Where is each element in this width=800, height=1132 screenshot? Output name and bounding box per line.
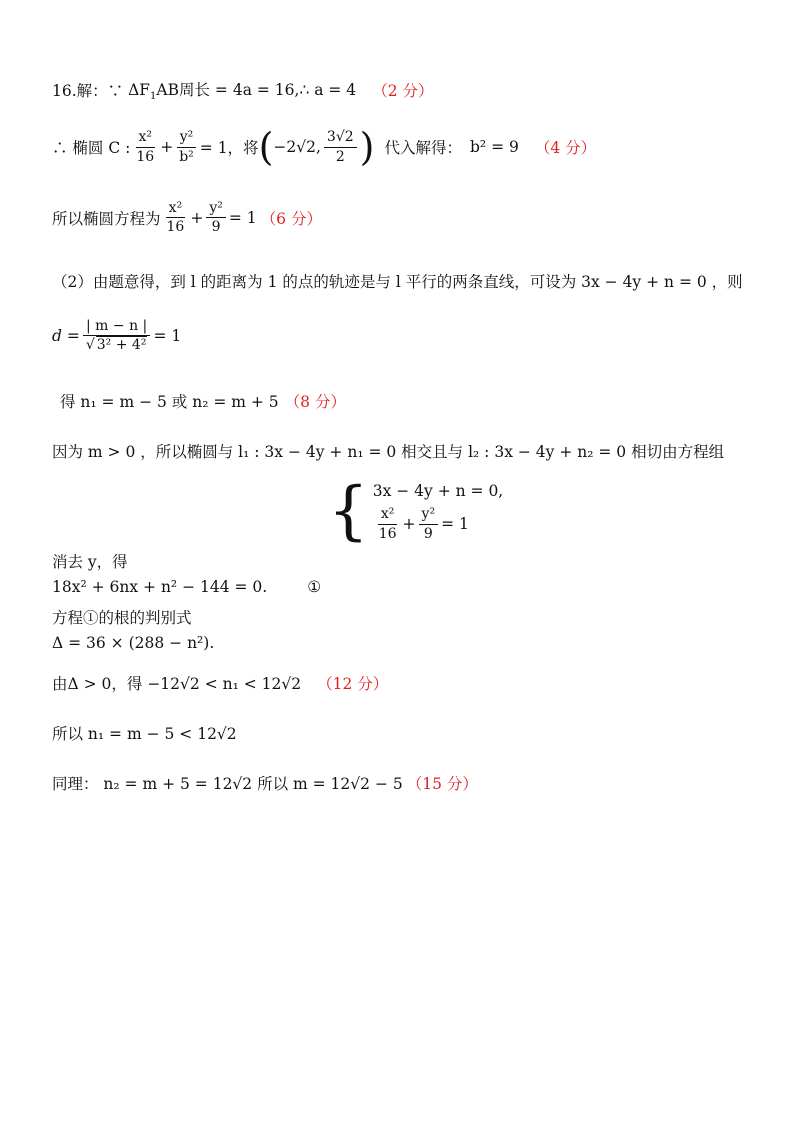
distance-eq: = 1 xyxy=(153,326,182,345)
score-15: （15 分） xyxy=(406,775,478,793)
fraction-point-y: $\frac{3√2}{2}$ xyxy=(324,129,357,164)
triangle-text: $\Delta F_1AB$周长 = 4a = 16,∴ a = 4 xyxy=(128,81,357,103)
fraction-distance: $\frac{| m - n |}{\text{√ 3² + 4²}}$ xyxy=(83,318,151,353)
range-text: 由Δ > 0，得 −12√2 < n₁ < 12√2 xyxy=(52,675,302,693)
line-ellipse-eq xyxy=(52,200,322,235)
n1-bound-text: 所以 n₁ = m − 5 < 12√2 xyxy=(52,725,237,743)
quadratic-text: 18x² + 6nx + n² − 144 = 0. xyxy=(52,578,268,596)
line-because xyxy=(52,440,724,462)
distance-label: d = xyxy=(52,326,80,345)
line-part2 xyxy=(52,270,743,292)
fraction-x2-16: $\frac{\text{x²}}{16}$ xyxy=(136,129,155,165)
fraction-y2-b2: $\frac{\text{y²}}{\text{b²}}$ xyxy=(176,129,197,164)
ellipse-eq-label: 所以椭圆方程为 xyxy=(52,209,161,228)
point-x: −2√2, xyxy=(273,138,321,156)
equation-system xyxy=(328,474,504,548)
discriminant-label: 方程①的根的判别式 xyxy=(52,609,192,627)
plus-sign: + xyxy=(160,138,174,156)
equals-text: = 1，将 xyxy=(199,139,259,157)
system-row-2: $\frac{\text{x²}}{16}$ + $\frac{\text{y²}}{9}$ = 1 xyxy=(378,506,469,542)
score-6: （6 分） xyxy=(260,209,322,228)
discriminant-text: Δ = 36 × (288 − n²). xyxy=(52,634,215,652)
line-eliminate xyxy=(52,550,128,572)
line-ellipse-sub xyxy=(52,125,597,169)
plus-sign: + xyxy=(190,208,204,227)
eliminate-text: 消去 y，得 xyxy=(52,553,128,571)
score-2: （2 分） xyxy=(372,82,434,101)
equation-mark: ① xyxy=(307,578,322,596)
line-distance xyxy=(52,318,181,353)
line-discriminant-label xyxy=(52,606,192,628)
line-perimeter xyxy=(52,78,433,102)
because-text: 因为 m > 0 ，所以椭圆与 l₁ : 3x − 4y + n₁ = 0 相交且与 l₂ : 3x − 4y + n₂ = 0 相切由方程组 xyxy=(52,443,725,461)
brace-icon: { xyxy=(328,474,369,548)
line-n-values xyxy=(60,390,346,412)
line-n1-bound xyxy=(52,722,237,744)
fraction-y2-9: $\frac{\text{y²}}{9}$ xyxy=(206,200,226,235)
system-row-1: 3x − 4y + n = 0, xyxy=(372,482,504,500)
line-range xyxy=(52,672,388,694)
score-12: （12 分） xyxy=(317,675,389,693)
n-values-text: 得 n₁ = m − 5 或 n₂ = m + 5 xyxy=(60,393,279,411)
left-paren: ( xyxy=(258,125,274,169)
score-4: （4 分） xyxy=(534,139,597,157)
b-squared-result: b² = 9 xyxy=(470,138,519,156)
line-final xyxy=(52,772,478,794)
line-discriminant xyxy=(52,634,214,652)
right-paren: ) xyxy=(359,125,375,169)
substitute-text: 代入解得： xyxy=(384,139,462,157)
final-text: 同理： n₂ = m + 5 = 12√2 所以 m = 12√2 − 5 xyxy=(52,775,403,793)
fraction-x2-16: $\frac{\text{x²}}{16}$ xyxy=(166,200,185,236)
score-8: （8 分） xyxy=(284,393,346,411)
line-quadratic xyxy=(52,578,321,596)
problem-prefix: 16.解：∵ xyxy=(52,82,124,101)
ellipse-label: ∴ 椭圆 C : xyxy=(52,139,131,157)
part2-text: （2）由题意得，到 l 的距离为 1 的点的轨迹是与 l 平行的两条直线，可设为 3x − 4y + n = 0 ，则 xyxy=(52,273,743,291)
equals-one: = 1 xyxy=(228,208,257,227)
